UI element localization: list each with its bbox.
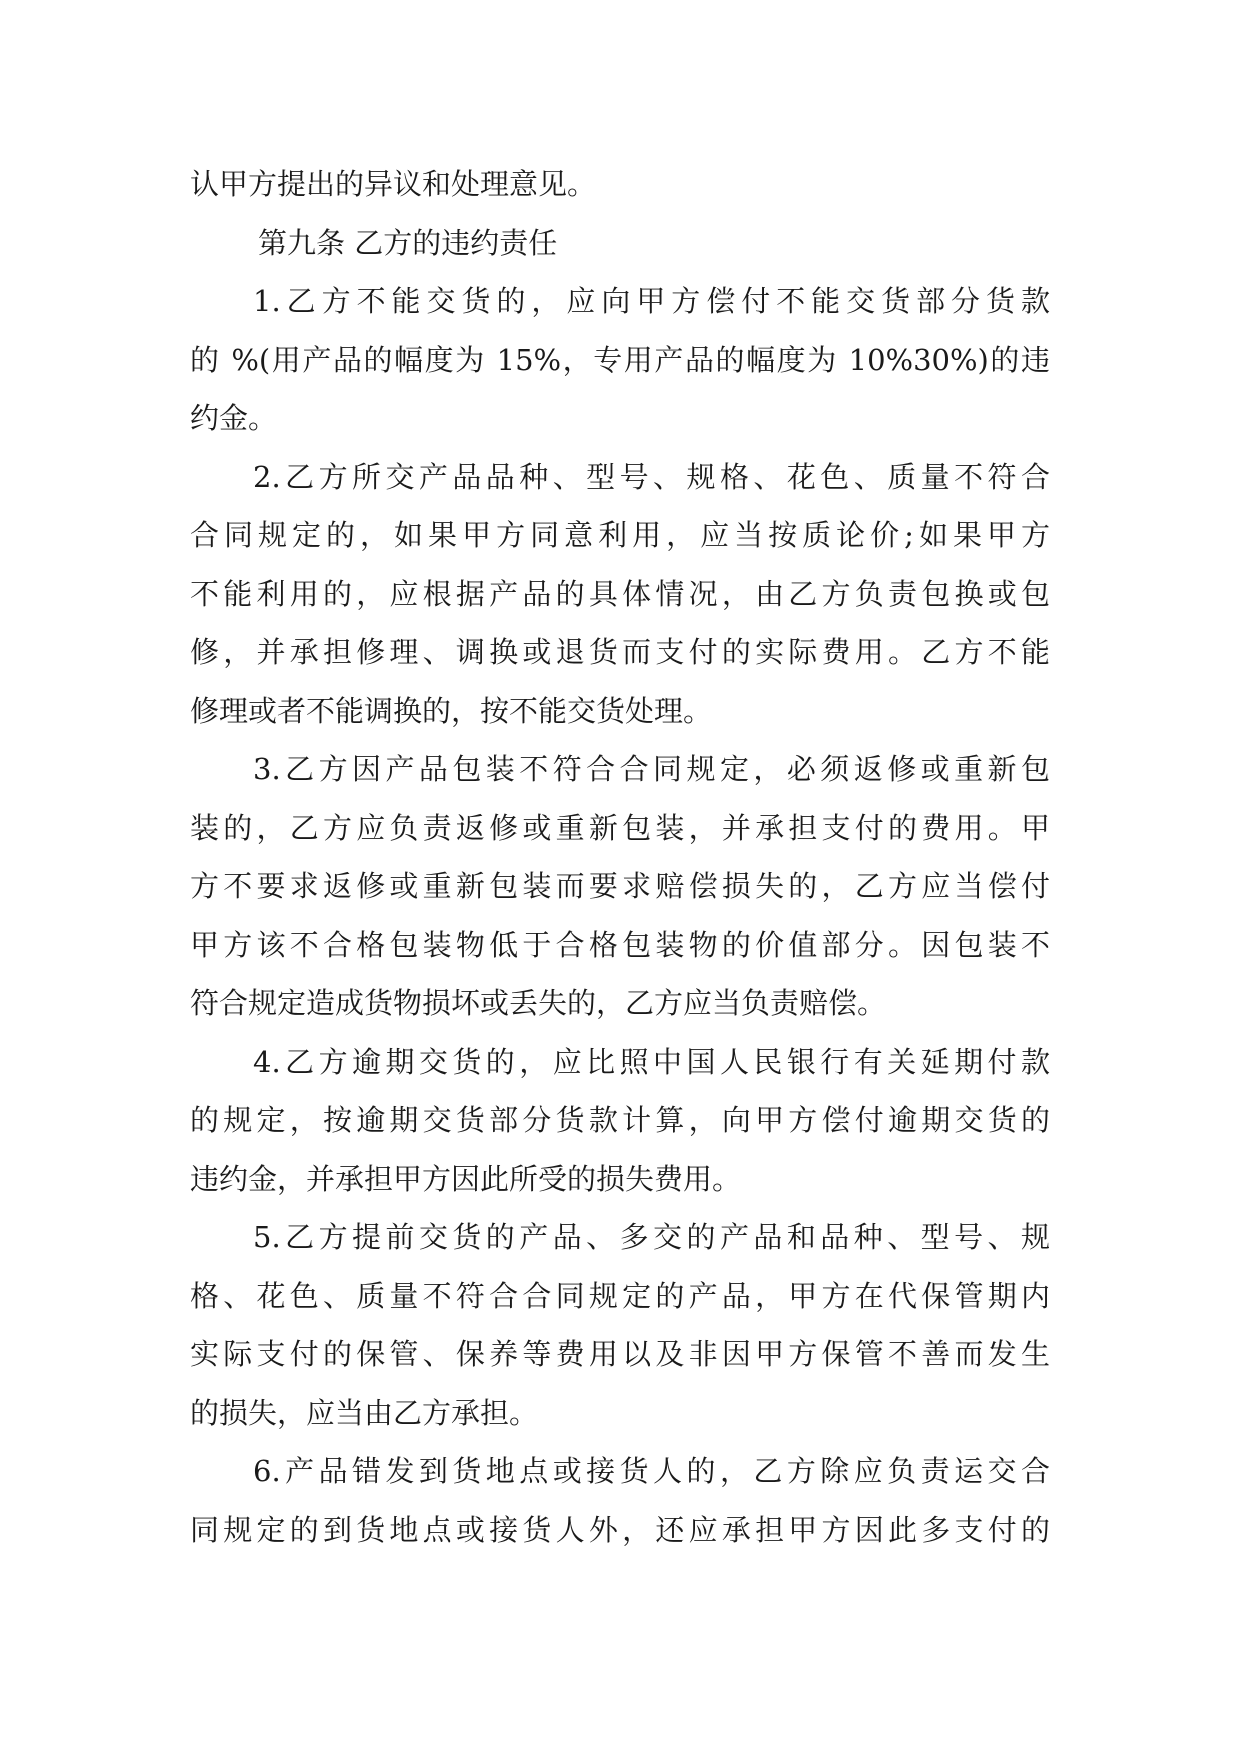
text-line: 同规定的到货地点或接货人外，还应承担甲方因此多支付的 xyxy=(190,1512,1050,1547)
text-line: 不能利用的，应根据产品的具体情况，由乙方负责包换或包 xyxy=(190,576,1050,611)
text-line: 合同规定的，如果甲方同意利用，应当按质论价;如果甲方 xyxy=(190,518,1050,552)
text-line: 实际支付的保管、保养等费用以及非因甲方保管不善而发生 xyxy=(190,1337,1050,1371)
text-line: 认甲方提出的异议和处理意见。 xyxy=(190,167,597,201)
text-line: 方不要求返修或重新包装而要求赔偿损失的，乙方应当偿付 xyxy=(190,869,1050,903)
text-line: 约金。 xyxy=(190,401,278,435)
text-line: 的规定，按逾期交货部分货款计算，向甲方偿付逾期交货的 xyxy=(190,1103,1050,1137)
text-line: 装的，乙方应负责返修或重新包装，并承担支付的费用。甲 xyxy=(190,810,1050,845)
text-line: 4.乙方逾期交货的，应比照中国人民银行有关延期付款 xyxy=(253,1044,1050,1079)
text-line: 符合规定造成货物损坏或丢失的，乙方应当负责赔偿。 xyxy=(190,986,887,1020)
document-body xyxy=(190,155,1050,1559)
text-line: 的损失，应当由乙方承担。 xyxy=(190,1395,539,1430)
text-line: 的 %(用产品的幅度为 15%，专用产品的幅度为 10%30%)的违 xyxy=(190,342,1050,377)
text-line: 格、花色、质量不符合合同规定的产品，甲方在代保管期内 xyxy=(190,1278,1050,1313)
article-heading: 第九条 乙方的违约责任 xyxy=(258,225,558,260)
text-line: 修理或者不能调换的，按不能交货处理。 xyxy=(190,693,713,728)
text-line: 1.乙方不能交货的，应向甲方偿付不能交货部分货款 xyxy=(253,284,1050,318)
text-line: 甲方该不合格包装物低于合格包装物的价值部分。因包装不 xyxy=(190,927,1050,962)
text-line: 修，并承担修理、调换或退货而支付的实际费用。乙方不能 xyxy=(190,635,1050,669)
text-line: 6.产品错发到货地点或接货人的，乙方除应负责运交合 xyxy=(253,1454,1050,1488)
text-line: 5.乙方提前交货的产品、多交的产品和品种、型号、规 xyxy=(253,1220,1050,1254)
text-line: 违约金，并承担甲方因此所受的损失费用。 xyxy=(190,1161,742,1196)
text-line: 2.乙方所交产品品种、型号、规格、花色、质量不符合 xyxy=(253,459,1050,494)
text-line: 3.乙方因产品包装不符合合同规定，必须返修或重新包 xyxy=(253,752,1050,786)
